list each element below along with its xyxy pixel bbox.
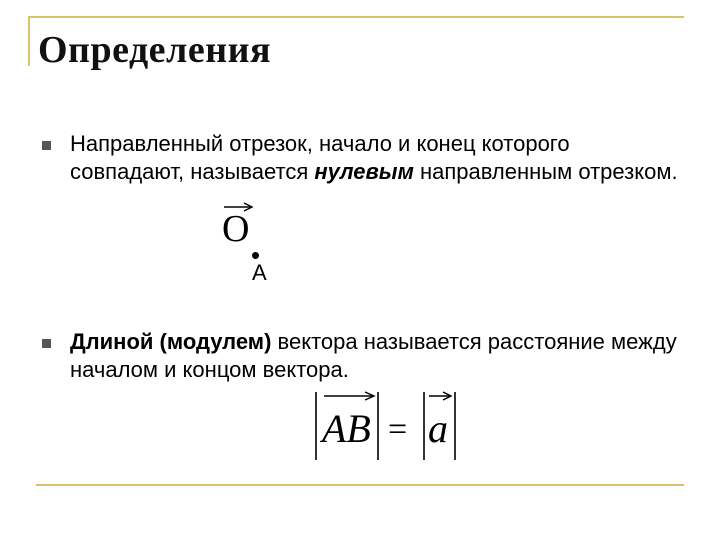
bullet-text-zero-vector [70, 130, 680, 186]
formula-left-vector: AB [322, 406, 371, 451]
frame-left-line [28, 16, 30, 66]
zero-vector-point-label: A [252, 260, 267, 285]
point-dot-icon [252, 252, 259, 259]
bullet-1-text-before: Направленный отрезок, начало и конец которого совпадают, называется [70, 131, 570, 184]
zero-vector-letter: O [222, 208, 250, 250]
formula-equals: = [388, 411, 408, 448]
bullet-text-vector-length [70, 328, 680, 384]
square-bullet-icon [42, 339, 51, 348]
slide-title: Определения [38, 29, 272, 71]
bullet-2-text-after: вектора называется расстояние между началом и концом вектора. [70, 329, 677, 382]
zero-vector-symbol [218, 200, 268, 290]
bullet-2-strong: Длиной (модулем) [70, 329, 272, 354]
bullet-1-emphasis: нулевым [314, 159, 414, 184]
square-bullet-icon [42, 141, 51, 150]
vector-length-formula [310, 388, 460, 464]
bullet-1-text-after: направленным отрезком. [413, 159, 678, 184]
formula-right-vector: a [428, 406, 448, 451]
frame-bottom-line [36, 484, 684, 486]
frame-top-line [28, 16, 684, 18]
